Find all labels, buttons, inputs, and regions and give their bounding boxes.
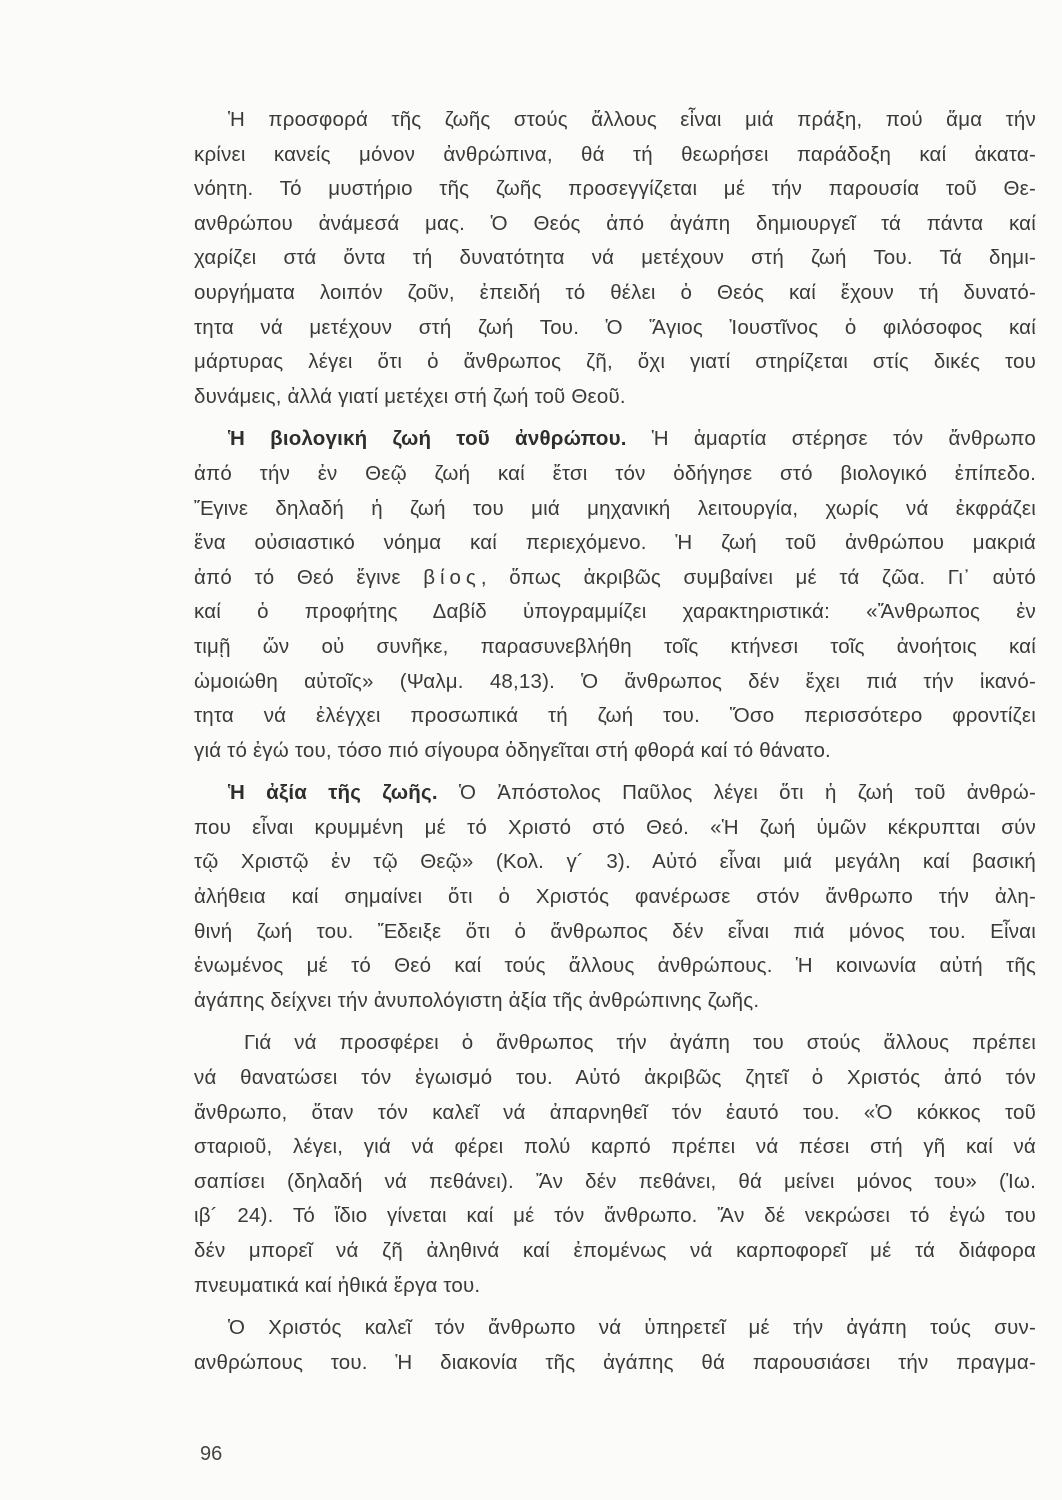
section-heading-biological-life: Ἡ βιολογική ζωή τοῦ ἀνθρώπου.: [228, 427, 627, 451]
text-block: [194, 103, 1036, 1388]
text-line: ἑνωμένος μέ τό Θεό καί τούς ἄλλους ἀνθρώπους. Ἡ κοινωνία αὐτή τῆς: [194, 954, 1036, 978]
text-line: Ὁ Χριστός καλεῖ τόν ἄνθρωπο νά ὑπηρετεῖ μέ τήν ἀγάπη τούς συν-: [228, 1316, 1036, 1340]
text-line: τητα νά ἐλέγχει προσωπικά τή ζωή του. Ὅσο περισσότερο φροντίζει: [194, 704, 1036, 728]
text-line: θινή ζωή του. Ἔδειξε ὅτι ὁ ἄνθρωπος δέν εἶναι πιά μόνος του. Εἶναι: [194, 919, 1036, 943]
text-line: νά θανατώσει τόν ἐγωισμό του. Αὐτό ἀκριβῶς ζητεῖ ὁ Χριστός ἀπό τόν: [194, 1066, 1036, 1090]
text-line: σταριοῦ, λέγει, γιά νά φέρει πολύ καρπό πρέπει νά πέσει στή γῆ καί νά: [194, 1135, 1036, 1159]
text-line: [194, 776, 1036, 811]
text-line: κρίνει κανείς μόνον ἀνθρώπινα, θά τή θεωρήσει παράδοξη καί ἀκατα-: [194, 142, 1036, 166]
page-number: 96: [200, 1443, 223, 1465]
text-line: ανθρώπου ἀνάμεσά μας. Ὁ Θεός ἀπό ἀγάπη δημιουργεῖ τά πάντα καί: [194, 211, 1036, 235]
text-line: νόητη. Τό μυστήριο τῆς ζωῆς προσεγγίζεται μέ τήν παρουσία τοῦ Θε-: [194, 177, 1036, 201]
text-line: χαρίζει στά ὄντα τή δυνατότητα νά μετέχουν στή ζωή Του. Τά δημι-: [194, 246, 1036, 270]
paragraph-offering-of-life: [194, 103, 1036, 414]
text-line: τητα νά μετέχουν στή ζωή Του. Ὁ Ἅγιος Ἰουστῖνος ὁ φιλόσοφος καί: [194, 315, 1036, 339]
text-line: δέν μπορεῖ νά ζῆ ἀληθινά καί ἐπομένως νά καρποφορεῖ μέ τά διάφορα: [194, 1239, 1036, 1262]
section-heading-value-of-life: Ἡ ἀξία τῆς ζωῆς.: [228, 781, 438, 805]
paragraph-biological-life: [194, 422, 1036, 768]
text-run: , ὅπως ἀκριβῶς συμβαίνει μέ τά ζῶα. Γι᾿ αὐτό: [480, 565, 1036, 589]
text-line: Ἔγινε δηλαδή ἡ ζωή του μιά μηχανική λειτουργία, χωρίς νά ἐκφράζει: [194, 496, 1036, 520]
text-run: Ὁ Ἀπόστολος Παῦλος λέγει ὅτι ἡ ζωή τοῦ ἀνθρώ-: [437, 781, 1036, 805]
text-line: ανθρώπους του. Ἡ διακονία τῆς ἀγάπης θά παρουσιάσει τήν πραγμα-: [194, 1350, 1036, 1374]
paragraph-service: [194, 1311, 1036, 1380]
text-line: ὡμοιώθη αὐτοῖς» (Ψαλμ. 48,13). Ὁ ἄνθρωπος δέν ἔχει πιά τήν ἱκανό-: [194, 669, 1036, 693]
text-line: [194, 422, 1036, 457]
emphasized-word-bios: βίος: [423, 565, 481, 589]
text-line: καί ὁ προφήτης Δαβίδ ὑπογραμμίζει χαρακτηριστικά: «Ἄνθρωπος ἐν: [194, 600, 1036, 624]
text-run: ἀπό τό Θεό ἔγινε: [194, 565, 424, 589]
text-line: ἀπό τήν ἐν Θεῷ ζωή καί ἔτσι τόν ὁδήγησε στό βιολογικό ἐπίπεδο.: [194, 461, 1036, 485]
text-line: μάρτυρας λέγει ὅτι ὁ ἄνθρωπος ζῆ, ὄχι γιατί στηρίζεται στίς δικές του: [194, 350, 1036, 374]
text-line: ουργήματα λοιπόν ζοῦν, ἐπειδή τό θέλει ὁ Θεός καί ἔχουν τή δυνατό-: [194, 280, 1036, 304]
text-line: σαπίσει (δηλαδή νά πεθάνει). Ἄν δέν πεθάνει, θά μείνει μόνος του» (Ἰω.: [194, 1169, 1036, 1193]
text-line: τιμῇ ὤν οὐ συνῆκε, παρασυνεβλήθη τοῖς κτήνεσι τοῖς ἀνοήτοις καί: [194, 634, 1036, 658]
text-line: γιά τό ἐγώ του, τόσο πιό σίγουρα ὁδηγεῖται στή φθορά καί τό θάνατο.: [194, 738, 831, 762]
text-line: ἕνα οὐσιαστικό νόημα καί περιεχόμενο. Ἡ ζωή τοῦ ἀνθρώπου μακριά: [194, 531, 1036, 555]
text-line: πνευματικά καί ἠθικά ἔργα του.: [194, 1273, 481, 1297]
text-line: [194, 561, 1036, 596]
text-line: ἄνθρωπο, ὅταν τόν καλεῖ νά ἀπαρνηθεῖ τόν ἑαυτό του. «Ὁ κόκκος τοῦ: [194, 1100, 1036, 1124]
text-line: ιβ´ 24). Τό ἴδιο γίνεται καί μέ τόν ἄνθρωπο. Ἄν δέ νεκρώσει τό ἐγώ του: [194, 1204, 1036, 1228]
text-line: Γιά νά προσφέρει ὁ ἄνθρωπος τήν ἀγάπη του στούς ἄλλους πρέπει: [244, 1031, 1036, 1055]
text-line: δυνάμεις, ἀλλά γιατί μετέχει στή ζωή τοῦ Θεοῦ.: [194, 384, 626, 408]
paragraph-ego: [194, 1026, 1036, 1303]
text-run: Ἡ ἁμαρτία στέρησε τόν ἄνθρωπο: [626, 427, 1036, 451]
text-line: που εἶναι κρυμμένη μέ τό Χριστό στό Θεό. «Ἡ ζωή ὑμῶν κέκρυπται σύν: [194, 815, 1036, 839]
text-line: τῷ Χριστῷ ἐν τῷ Θεῷ» (Κολ. γ´ 3). Αὐτό εἶναι μιά μεγάλη καί βασική: [194, 850, 1036, 874]
text-line: ἀλήθεια καί σημαίνει ὅτι ὁ Χριστός φανέρωσε στόν ἄνθρωπο τήν ἀλη-: [194, 885, 1036, 909]
text-line: Ἡ προσφορά τῆς ζωῆς στούς ἄλλους εἶναι μιά πράξη, πού ἅμα τήν: [228, 108, 1036, 131]
text-line: ἀγάπης δείχνει τήν ἀνυπολόγιστη ἀξία τῆς ἀνθρώπινης ζωῆς.: [194, 988, 760, 1012]
paragraph-value-of-life: [194, 776, 1036, 1018]
